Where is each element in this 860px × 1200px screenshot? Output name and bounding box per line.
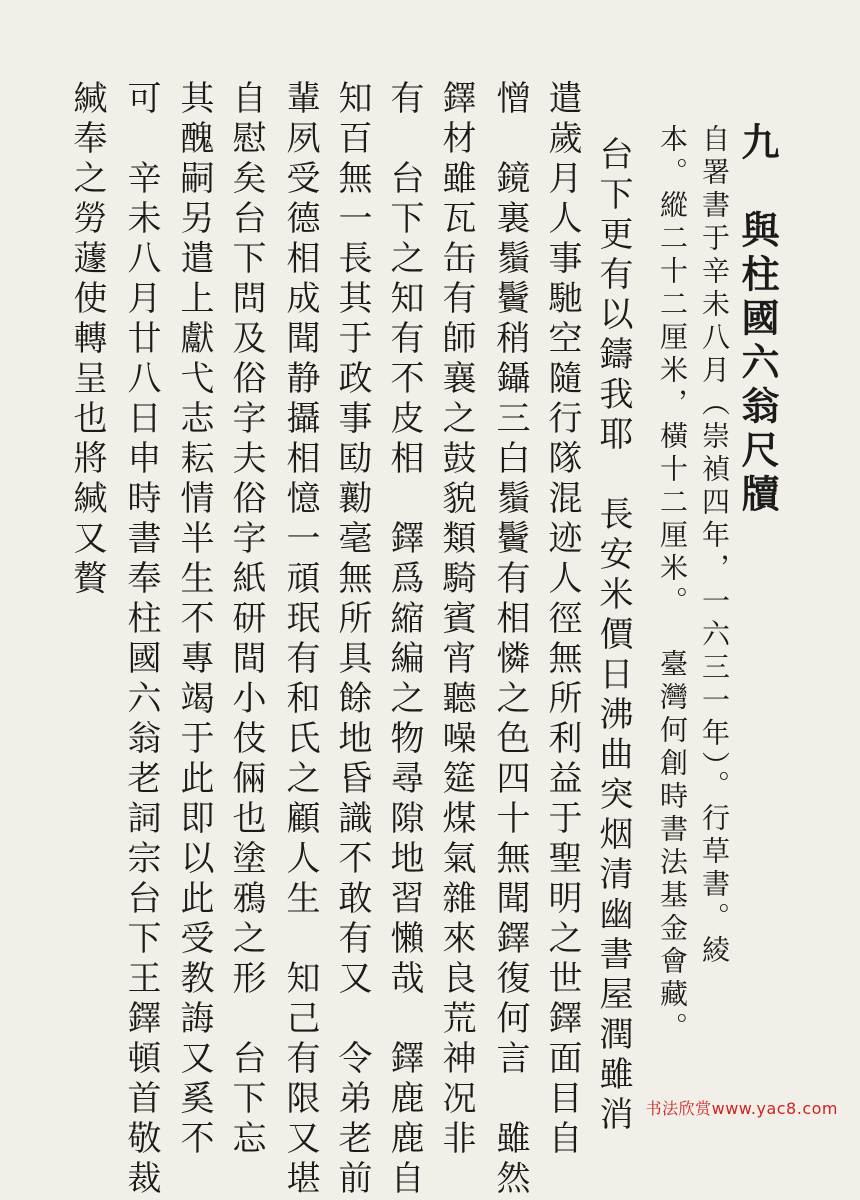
letter-column-3: 憎 鏡裏鬚鬢稍鑷三白鬚鬢有相憐之色四十無聞鐸復何言 雖然 <box>490 80 530 1200</box>
letter-column-1: 台下更有以鑄我耶 長安米價日沸曲突烟清幽書屋潤雖消 <box>593 136 633 1136</box>
letter-column-2: 遣歲月人事馳空隨行隊混迹人徑無所利益于聖明之世鐸面目自 <box>542 80 582 1160</box>
letter-column-4: 鐸材雖瓦缶有師襄之鼓貌類騎賓宵聽噪筵煤氣雜來良荒神况非 <box>436 80 476 1160</box>
letter-column-7: 輩夙受德相成聞静攝相憶一頑珉有和氏之顧人生 知己有限又堪 <box>280 80 320 1200</box>
letter-column-9: 其醜嗣另遣上獻弋志耘情半生不專竭于此即以此受教誨又奚不 <box>174 80 214 1160</box>
letter-column-6: 知百無一長其于政事劻勷毫無所具餘地昏識不敢有又 令弟老前 <box>332 80 372 1200</box>
document-title: 九 與柱國六翁尺牘 <box>735 122 780 518</box>
letter-column-11: 緘奉之勞蘧使轉呈也將緘又贅 <box>67 80 107 600</box>
letter-column-10: 可 辛未八月廿八日申時書奉柱國六翁老詞宗台下王鐸頓首敬裁 <box>121 80 161 1200</box>
caption-line-1: 自署書于辛未八月（崇禎四年，一六三一年）。行草書。綾 <box>698 124 731 968</box>
caption-line-2-part2: 臺灣何創時書法基金會藏。 <box>656 649 689 1045</box>
caption-line-2 <box>656 124 689 1045</box>
letter-column-8: 自慰矣台下問及俗字夫俗字紙研間小伎倆也塗鴉之形 台下忘 <box>226 80 266 1160</box>
caption-line-2-part1: 本。縱二十二厘米，橫十二厘米。 <box>656 124 689 619</box>
site-watermark: 书法欣赏www.yac8.com <box>645 1099 838 1118</box>
letter-column-5: 有 台下之知有不皮相 鐸爲縮編之物尋隙地習懶哉 鐸鹿鹿自 <box>384 80 424 1200</box>
